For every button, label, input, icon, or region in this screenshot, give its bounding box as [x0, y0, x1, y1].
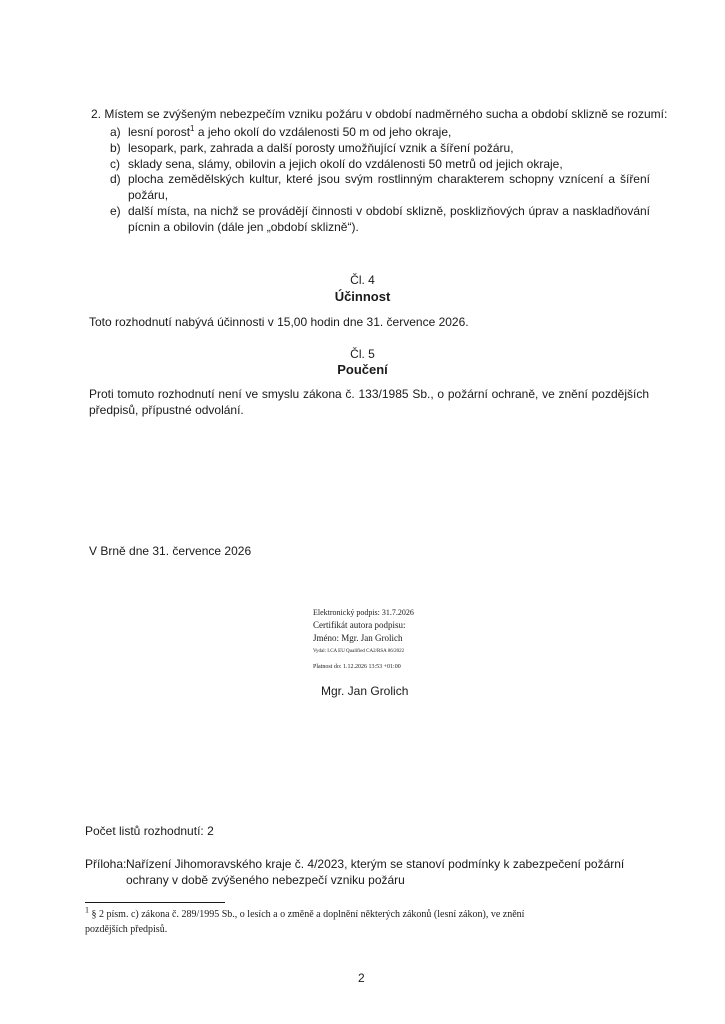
footnote-ref: 1 — [190, 124, 195, 133]
art5-number: Čl. 5 — [350, 347, 375, 361]
attachment-text: ochrany v době zvýšeného nebezpečí vzniku požáru — [126, 873, 405, 887]
art5-title: Poučení — [337, 362, 388, 377]
item-text-after: a jeho okolí do vzdálenosti 50 m od jeho okraje, — [194, 125, 452, 139]
signature-line: Certifikát autora podpisu: — [313, 620, 406, 630]
signature-line: Elektronický podpis: 31.7.2026 — [313, 608, 414, 617]
attachment-text: Nařízení Jihomoravského kraje č. 4/2023, kterým se stanoví podmínky k zabezpečení požární — [126, 857, 625, 871]
item-label: c) — [110, 157, 120, 171]
item-label: d) — [110, 172, 121, 186]
list-item — [110, 124, 650, 140]
item-label: a) — [110, 125, 121, 139]
item-text: plocha zemědělských kultur, které jsou svým rostlinným charakterem schopny vznícení a šíření požáru, — [128, 172, 650, 202]
list-item — [110, 171, 650, 203]
place-date: V Brně dne 31. července 2026 — [89, 544, 252, 558]
art4-title: Účinnost — [334, 289, 391, 304]
signature-line: Vydal: I.CA EU Qualified CA2/RSA 06/2022 — [313, 649, 405, 654]
attachment-label: Příloha: — [85, 857, 127, 871]
list-item — [110, 140, 650, 156]
signatory-name: Mgr. Jan Grolich — [321, 684, 409, 698]
section2-intro: 2. Místem se zvýšeným nebezpečím vzniku požáru v období nadměrného sucha a období sklizně se rozumí: — [91, 107, 668, 121]
footnote-text: § 2 písm. c) zákona č. 289/1995 Sb., o lesích a o změně a doplnění některých zákonů (lesní zákon), ve znění — [89, 909, 525, 920]
footnote — [85, 905, 525, 922]
sheets-count: Počet listů rozhodnutí: 2 — [85, 824, 214, 838]
art5-text: Proti tomuto rozhodnutí není ve smyslu zákona č. 133/1985 Sb., o požární ochraně, ve znění pozdějších předpisů, přípustné odvolání. — [89, 387, 649, 417]
footnote-separator — [85, 902, 225, 903]
signature-line: Jméno: Mgr. Jan Grolich — [313, 633, 403, 643]
item-text: lesopark, park, zahrada a další porosty umožňující vznik a šíření požáru, — [128, 141, 514, 155]
page-number: 2 — [358, 971, 365, 985]
art4-text: Toto rozhodnutí nabývá účinnosti v 15,00 hodin dne 31. července 2026. — [89, 315, 469, 329]
item-label: e) — [110, 204, 121, 218]
item-label: b) — [110, 141, 121, 155]
list-item — [110, 203, 650, 235]
footnote-text: pozdějších předpisů. — [85, 924, 168, 935]
footnote-mark: 1 — [85, 905, 89, 915]
signature-line: Platnost do: 1.12.2026 13:53 +01:00 — [313, 664, 401, 670]
art4-number: Čl. 4 — [350, 273, 375, 287]
list-item — [110, 156, 650, 172]
item-text: další místa, na nichž se provádějí činnosti v období sklizně, posklizňových úprav a naskladňování pícnin a obilovin (dále jen „období sklizně“). — [128, 204, 650, 234]
item-text: sklady sena, slámy, obilovin a jejich okolí do vzdálenosti 50 metrů od jejich okraje, — [128, 157, 563, 171]
item-text: lesní porost — [128, 125, 191, 139]
